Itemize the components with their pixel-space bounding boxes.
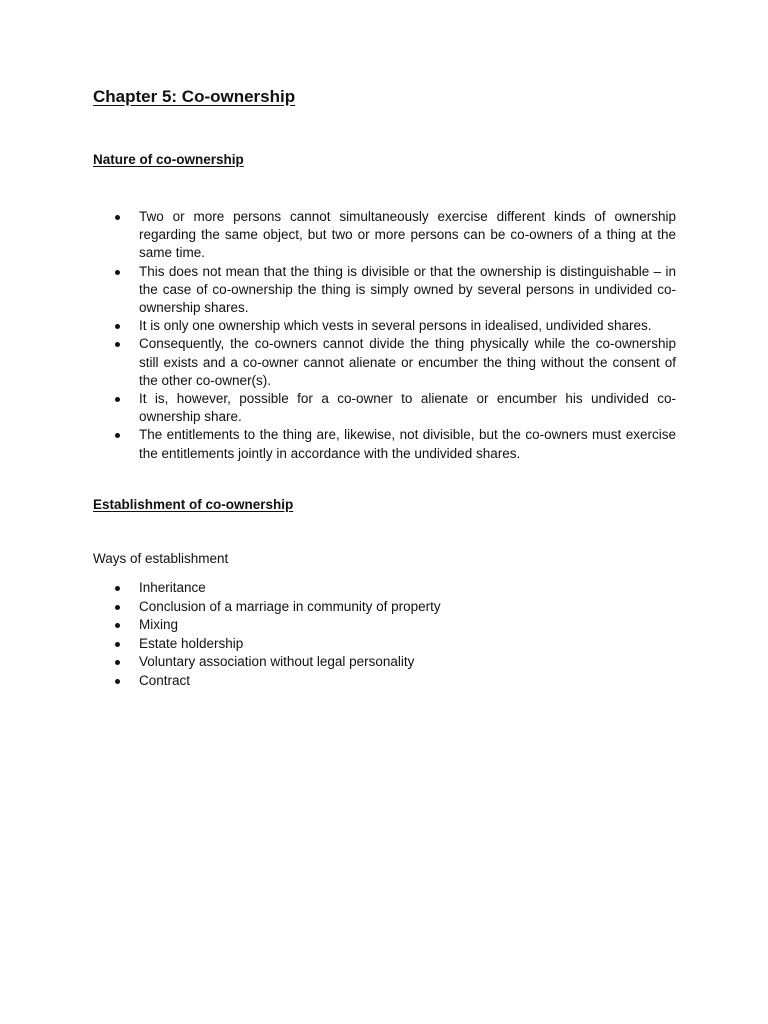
list-item bbox=[0, 263, 676, 318]
list-item bbox=[0, 390, 676, 426]
bullet-text: It is, however, possible for a co-owner to alienate or encumber his undivided co-ownership share. bbox=[139, 391, 676, 425]
bullet-text: Two or more persons cannot simultaneously exercise different kinds of ownership regarding the same object, but two or more persons can be co-owners of a thing at the same time. bbox=[139, 209, 676, 261]
bullet-text: Contract bbox=[139, 672, 191, 688]
bullet-icon bbox=[115, 270, 120, 275]
list-item bbox=[0, 653, 676, 672]
bullet-text: Inheritance bbox=[139, 580, 206, 595]
bullet-icon bbox=[115, 397, 120, 402]
bullet-text: The entitlements to the thing are, likewise, not divisible, but the co-owners must exercise the entitlements jointly in accordance with the undivided shares. bbox=[139, 427, 676, 461]
bullet-icon bbox=[115, 586, 120, 591]
nature-bullet-list bbox=[0, 208, 676, 463]
bullet-text: Voluntary association without legal personality bbox=[139, 654, 415, 670]
bullet-text: Mixing bbox=[139, 617, 179, 633]
bullet-text: Consequently, the co-owners cannot divide the thing physically while the co-ownership still exists and a co-owner cannot alienate or encumber the thing without the consent of the other co-owner(s). bbox=[139, 336, 676, 388]
bullet-icon bbox=[115, 342, 120, 347]
bullet-icon bbox=[115, 642, 120, 647]
chapter-title: Chapter 5: Co-ownership bbox=[93, 87, 296, 106]
ways-intro-text: Ways of establishment bbox=[93, 551, 229, 566]
list-item bbox=[0, 335, 676, 390]
bullet-text: Conclusion of a marriage in community of property bbox=[139, 598, 441, 614]
establishment-bullet-list bbox=[0, 579, 676, 691]
bullet-icon bbox=[115, 660, 120, 665]
list-item bbox=[0, 208, 676, 263]
bullet-icon bbox=[115, 623, 120, 628]
section-heading-establishment: Establishment of co-ownership bbox=[93, 497, 294, 512]
bullet-text: This does not mean that the thing is divisible or that the ownership is distinguishable – in the case of co-ownership the thing is simply owned by several persons in undivided co-ownership shares. bbox=[139, 263, 676, 316]
list-item bbox=[0, 672, 676, 691]
list-item bbox=[0, 616, 676, 635]
bullet-text: Estate holdership bbox=[139, 635, 244, 651]
list-item bbox=[0, 317, 676, 335]
bullet-text: It is only one ownership which vests in several persons in idealised, undivided shares. bbox=[139, 318, 652, 334]
list-item bbox=[0, 426, 676, 462]
section-heading-nature: Nature of co-ownership bbox=[93, 152, 244, 167]
bullet-icon bbox=[115, 215, 120, 220]
bullet-icon bbox=[115, 324, 120, 329]
bullet-icon bbox=[115, 605, 120, 610]
list-item bbox=[0, 579, 676, 598]
list-item bbox=[0, 635, 676, 654]
bullet-icon bbox=[115, 679, 120, 684]
list-item bbox=[0, 598, 676, 617]
bullet-icon bbox=[115, 433, 120, 438]
